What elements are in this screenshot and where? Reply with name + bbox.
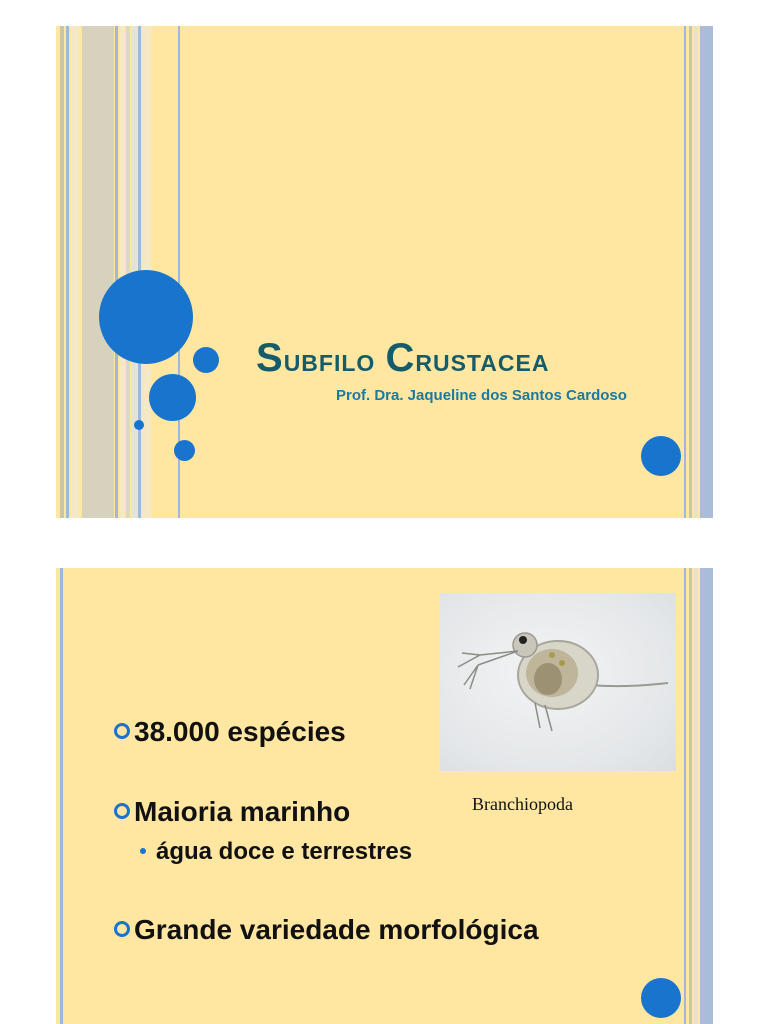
bullet-text: 38.000 espécies — [134, 716, 346, 747]
decorative-circle — [99, 270, 193, 364]
photo-caption: Branchiopoda — [472, 794, 573, 814]
decorative-stripe — [694, 568, 698, 1024]
decorative-stripe — [684, 26, 686, 518]
decorative-stripe — [689, 568, 692, 1024]
content-slide — [56, 568, 713, 1024]
decorative-stripe — [684, 568, 686, 1024]
decorative-circle — [193, 347, 219, 373]
ring-bullet-icon — [114, 803, 130, 819]
bullet-text: Maioria marinho — [134, 796, 351, 827]
decorative-circle — [641, 978, 681, 1018]
slide-subtitle: Prof. Dra. Jaqueline dos Santos Cardoso — [336, 387, 627, 404]
decorative-stripe — [115, 26, 118, 518]
dot-bullet-icon — [140, 848, 146, 854]
bullet-text: Grande variedade morfológica — [134, 914, 539, 945]
bullet-item — [114, 716, 346, 748]
daphnia-illustration — [440, 593, 676, 771]
decorative-stripe — [82, 26, 114, 518]
decorative-stripe — [66, 26, 69, 518]
decorative-stripe — [60, 568, 63, 1024]
sub-bullet-text: água doce e terrestres — [156, 838, 413, 865]
decorative-stripe — [700, 568, 713, 1024]
decorative-stripe — [120, 26, 125, 518]
branchiopoda-photo — [440, 593, 676, 771]
decorative-circle — [641, 436, 681, 476]
bullet-item — [114, 796, 350, 828]
sub-bullet-item — [140, 838, 412, 866]
decorative-stripe — [60, 26, 64, 518]
decorative-stripe — [694, 26, 698, 518]
decorative-circle — [149, 374, 196, 421]
decorative-circle — [174, 440, 195, 461]
slide-title: Subfilo Crustacea — [256, 336, 550, 380]
bullet-item — [114, 914, 539, 946]
decorative-circle — [134, 420, 144, 430]
ring-bullet-icon — [114, 723, 130, 739]
title-slide — [56, 26, 713, 518]
ring-bullet-icon — [114, 921, 130, 937]
decorative-stripe — [71, 26, 79, 518]
decorative-stripe — [700, 26, 713, 518]
decorative-stripe — [689, 26, 692, 518]
